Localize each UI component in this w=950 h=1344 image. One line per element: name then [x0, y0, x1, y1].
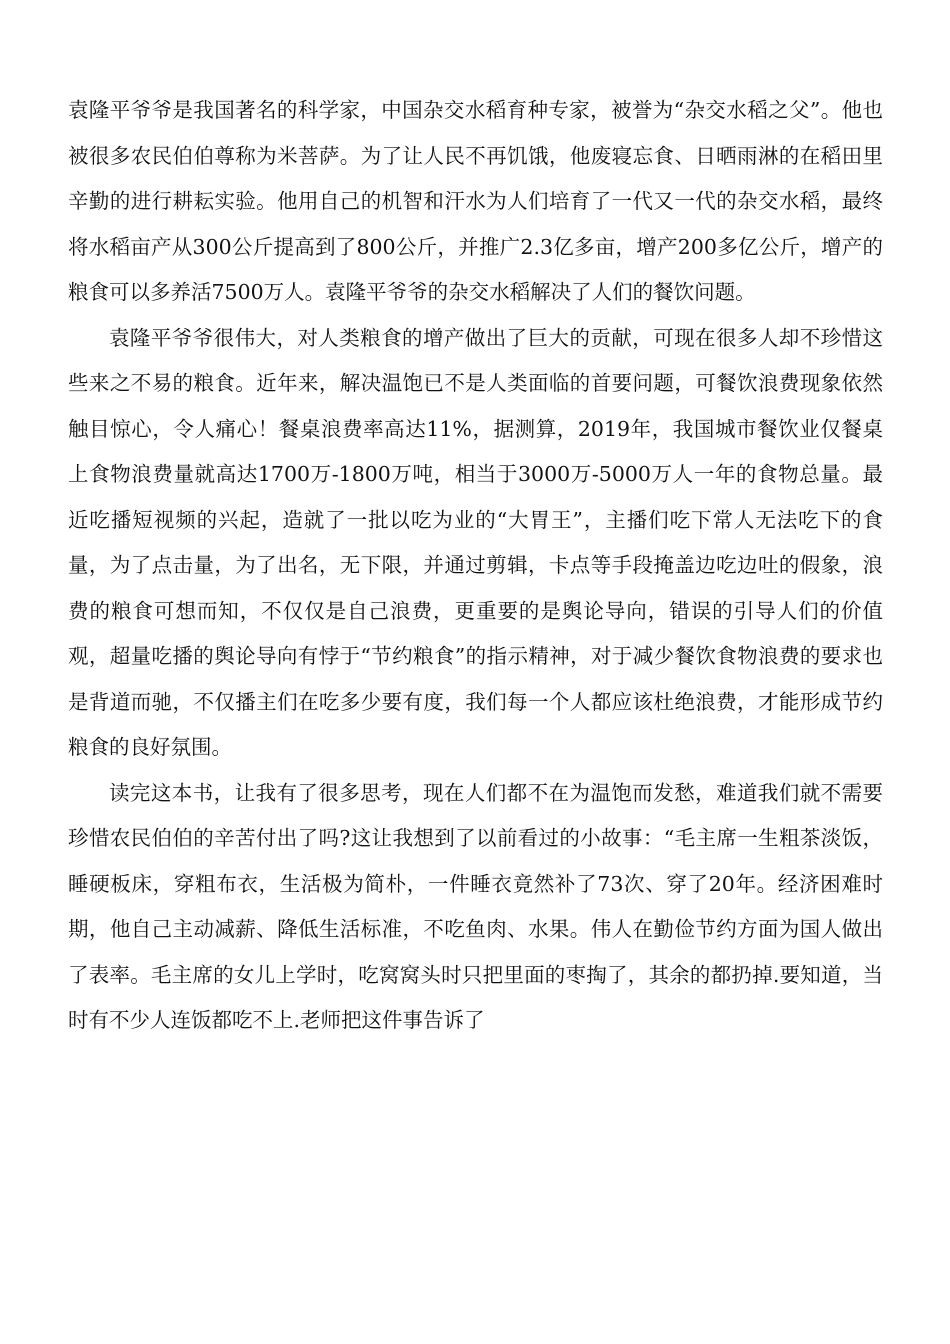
document-page: [68, 88, 883, 1044]
paragraph-2: 袁隆平爷爷很伟大，对人类粮食的增产做出了巨大的贡献，可现在很多人却不珍惜这些来之不易的粮食。近年来，解决温饱已不是人类面临的首要问题，可餐饮浪费现象依然触目惊心，令人痛心！餐桌浪费率高达11%，据测算，2019年，我国城市餐饮业仅餐桌上食物浪费量就高达1700万-1800万吨，相当于3000万-5000万人一年的食物总量。最近吃播短视频的兴起，造就了一批以吃为业的“大胃王”，主播们吃下常人无法吃下的食量，为了点击量，为了出名，无下限，并通过剪辑，卡点等手段掩盖边吃边吐的假象，浪费的粮食可想而知，不仅仅是自己浪费，更重要的是舆论导向，错误的引导人们的价值观，超量吃播的舆论导向有悖于“节约粮食”的指示精神，对于减少餐饮食物浪费的要求也是背道而驰，不仅播主们在吃多少要有度，我们每一个人都应该杜绝浪费，才能形成节约粮食的良好氛围。: [68, 325, 883, 759]
paragraph-3: 读完这本书，让我有了很多思考，现在人们都不在为温饱而发愁，难道我们就不需要珍惜农民伯伯的辛苦付出了吗?这让我想到了以前看过的小故事：“毛主席一生粗茶淡饭，睡硬板床，穿粗布衣，生活极为简朴，一件睡衣竟然补了73次、穿了20年。经济困难时期，他自己主动减薪、降低生活标准，不吃鱼肉、水果。伟人在勤俭节约方面为国人做出了表率。毛主席的女儿上学时，吃窝窝头时只把里面的枣掏了，其余的都扔掉.要知道，当时有不少人连饭都吃不上.老师把这件事告诉了: [68, 780, 883, 1032]
paragraph-1: 袁隆平爷爷是我国著名的科学家，中国杂交水稻育种专家，被誉为“杂交水稻之父”。他也被很多农民伯伯尊称为米菩萨。为了让人民不再饥饿，他废寝忘食、日晒雨淋的在稻田里辛勤的进行耕耘实验。他用自己的机智和汗水为人们培育了一代又一代的杂交水稻，最终将水稻亩产从300公斤提高到了800公斤，并推广2.3亿多亩，增产200多亿公斤，增产的粮食可以多养活7500万人。袁隆平爷爷的杂交水稻解决了人们的餐饮问题。: [68, 98, 883, 304]
